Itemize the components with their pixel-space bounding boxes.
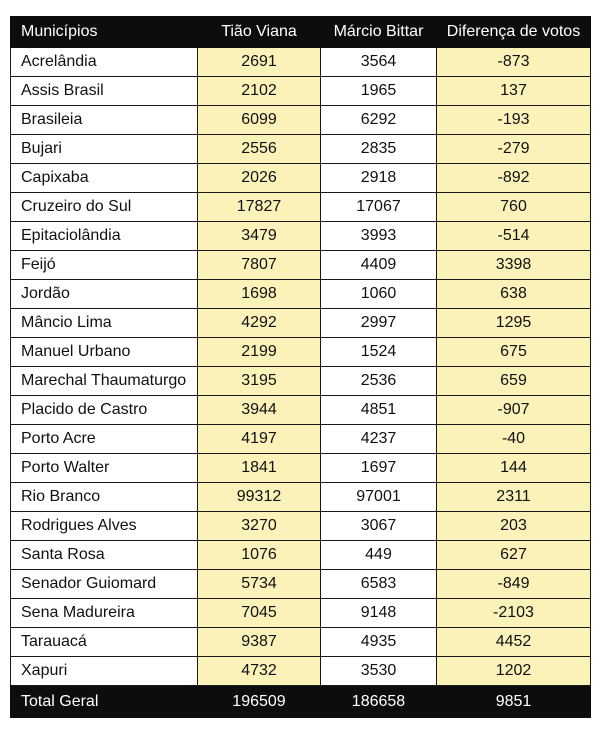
cell-diferenca: -873 — [437, 48, 591, 77]
cell-marcio-bittar: 449 — [321, 541, 437, 570]
cell-diferenca: 144 — [437, 454, 591, 483]
cell-tiao-viana: 3270 — [198, 512, 321, 541]
cell-tiao-viana: 2556 — [198, 135, 321, 164]
cell-tiao-viana: 17827 — [198, 193, 321, 222]
cell-diferenca: -892 — [437, 164, 591, 193]
cell-diferenca: 1295 — [437, 309, 591, 338]
total-tiao: 196509 — [198, 686, 321, 718]
table-row — [11, 193, 591, 222]
cell-tiao-viana: 4732 — [198, 657, 321, 686]
cell-municipio: Brasileia — [11, 106, 198, 135]
cell-marcio-bittar: 2835 — [321, 135, 437, 164]
table-row — [11, 599, 591, 628]
cell-marcio-bittar: 6292 — [321, 106, 437, 135]
cell-marcio-bittar: 3530 — [321, 657, 437, 686]
cell-municipio: Xapuri — [11, 657, 198, 686]
table-row — [11, 48, 591, 77]
table-row — [11, 541, 591, 570]
cell-diferenca: -907 — [437, 396, 591, 425]
cell-marcio-bittar: 1524 — [321, 338, 437, 367]
cell-municipio: Sena Madureira — [11, 599, 198, 628]
total-row — [11, 686, 591, 718]
cell-tiao-viana: 9387 — [198, 628, 321, 657]
election-results-table — [10, 16, 590, 724]
cell-municipio: Epitaciolândia — [11, 222, 198, 251]
cell-diferenca: 203 — [437, 512, 591, 541]
cell-marcio-bittar: 3067 — [321, 512, 437, 541]
cell-diferenca: -40 — [437, 425, 591, 454]
cell-diferenca: 627 — [437, 541, 591, 570]
cell-marcio-bittar: 4935 — [321, 628, 437, 657]
cell-marcio-bittar: 9148 — [321, 599, 437, 628]
total-marcio: 186658 — [321, 686, 437, 718]
cell-marcio-bittar: 17067 — [321, 193, 437, 222]
cell-municipio: Manuel Urbano — [11, 338, 198, 367]
cell-municipio: Tarauacá — [11, 628, 198, 657]
results-table — [10, 16, 591, 718]
cell-tiao-viana: 6099 — [198, 106, 321, 135]
table-row — [11, 628, 591, 657]
header-municipios: Municípios — [11, 17, 198, 48]
cell-tiao-viana: 99312 — [198, 483, 321, 512]
cell-municipio: Feijó — [11, 251, 198, 280]
cell-marcio-bittar: 2536 — [321, 367, 437, 396]
cell-diferenca: -849 — [437, 570, 591, 599]
cell-diferenca: 137 — [437, 77, 591, 106]
table-row — [11, 309, 591, 338]
cell-marcio-bittar: 2918 — [321, 164, 437, 193]
cell-diferenca: -2103 — [437, 599, 591, 628]
cell-marcio-bittar: 97001 — [321, 483, 437, 512]
table-row — [11, 222, 591, 251]
table-row — [11, 367, 591, 396]
cell-municipio: Placido de Castro — [11, 396, 198, 425]
cell-municipio: Rodrigues Alves — [11, 512, 198, 541]
header-tiao-viana: Tião Viana — [198, 17, 321, 48]
cell-diferenca: -193 — [437, 106, 591, 135]
cell-marcio-bittar: 3993 — [321, 222, 437, 251]
cell-diferenca: -514 — [437, 222, 591, 251]
table-row — [11, 251, 591, 280]
cell-tiao-viana: 7807 — [198, 251, 321, 280]
table-row — [11, 425, 591, 454]
cell-municipio: Assis Brasil — [11, 77, 198, 106]
cell-diferenca: 3398 — [437, 251, 591, 280]
cell-diferenca: 760 — [437, 193, 591, 222]
table-row — [11, 454, 591, 483]
cell-tiao-viana: 7045 — [198, 599, 321, 628]
cell-tiao-viana: 3195 — [198, 367, 321, 396]
table-row — [11, 77, 591, 106]
header-diferenca: Diferença de votos — [437, 17, 591, 48]
cell-marcio-bittar: 2997 — [321, 309, 437, 338]
cell-tiao-viana: 5734 — [198, 570, 321, 599]
cell-tiao-viana: 1076 — [198, 541, 321, 570]
total-label: Total Geral — [11, 686, 198, 718]
table-row — [11, 396, 591, 425]
cell-tiao-viana: 3479 — [198, 222, 321, 251]
cell-municipio: Acrelândia — [11, 48, 198, 77]
cell-marcio-bittar: 4237 — [321, 425, 437, 454]
cell-marcio-bittar: 6583 — [321, 570, 437, 599]
table-row — [11, 164, 591, 193]
cell-marcio-bittar: 1060 — [321, 280, 437, 309]
cell-marcio-bittar: 1697 — [321, 454, 437, 483]
table-row — [11, 512, 591, 541]
cell-tiao-viana: 2102 — [198, 77, 321, 106]
cell-municipio: Porto Walter — [11, 454, 198, 483]
cell-tiao-viana: 3944 — [198, 396, 321, 425]
cell-municipio: Porto Acre — [11, 425, 198, 454]
table-row — [11, 570, 591, 599]
cell-municipio: Marechal Thaumaturgo — [11, 367, 198, 396]
cell-municipio: Cruzeiro do Sul — [11, 193, 198, 222]
cell-municipio: Bujari — [11, 135, 198, 164]
cell-marcio-bittar: 1965 — [321, 77, 437, 106]
cell-diferenca: 638 — [437, 280, 591, 309]
cell-diferenca: -279 — [437, 135, 591, 164]
table-row — [11, 338, 591, 367]
cell-municipio: Mâncio Lima — [11, 309, 198, 338]
cell-tiao-viana: 2026 — [198, 164, 321, 193]
cell-tiao-viana: 1698 — [198, 280, 321, 309]
header-row — [11, 17, 591, 48]
cell-diferenca: 4452 — [437, 628, 591, 657]
cell-tiao-viana: 4292 — [198, 309, 321, 338]
cell-diferenca: 659 — [437, 367, 591, 396]
total-diferenca: 9851 — [437, 686, 591, 718]
cell-diferenca: 2311 — [437, 483, 591, 512]
cell-municipio: Senador Guiomard — [11, 570, 198, 599]
cell-municipio: Jordão — [11, 280, 198, 309]
cell-municipio: Rio Branco — [11, 483, 198, 512]
cell-marcio-bittar: 4409 — [321, 251, 437, 280]
table-row — [11, 135, 591, 164]
cell-marcio-bittar: 4851 — [321, 396, 437, 425]
cell-marcio-bittar: 3564 — [321, 48, 437, 77]
cell-municipio: Capixaba — [11, 164, 198, 193]
cell-diferenca: 1202 — [437, 657, 591, 686]
cell-tiao-viana: 2199 — [198, 338, 321, 367]
cell-tiao-viana: 1841 — [198, 454, 321, 483]
cell-tiao-viana: 2691 — [198, 48, 321, 77]
cell-municipio: Santa Rosa — [11, 541, 198, 570]
table-row — [11, 483, 591, 512]
table-row — [11, 280, 591, 309]
table-row — [11, 106, 591, 135]
cell-tiao-viana: 4197 — [198, 425, 321, 454]
cell-diferenca: 675 — [437, 338, 591, 367]
table-row — [11, 657, 591, 686]
header-marcio-bittar: Márcio Bittar — [321, 17, 437, 48]
